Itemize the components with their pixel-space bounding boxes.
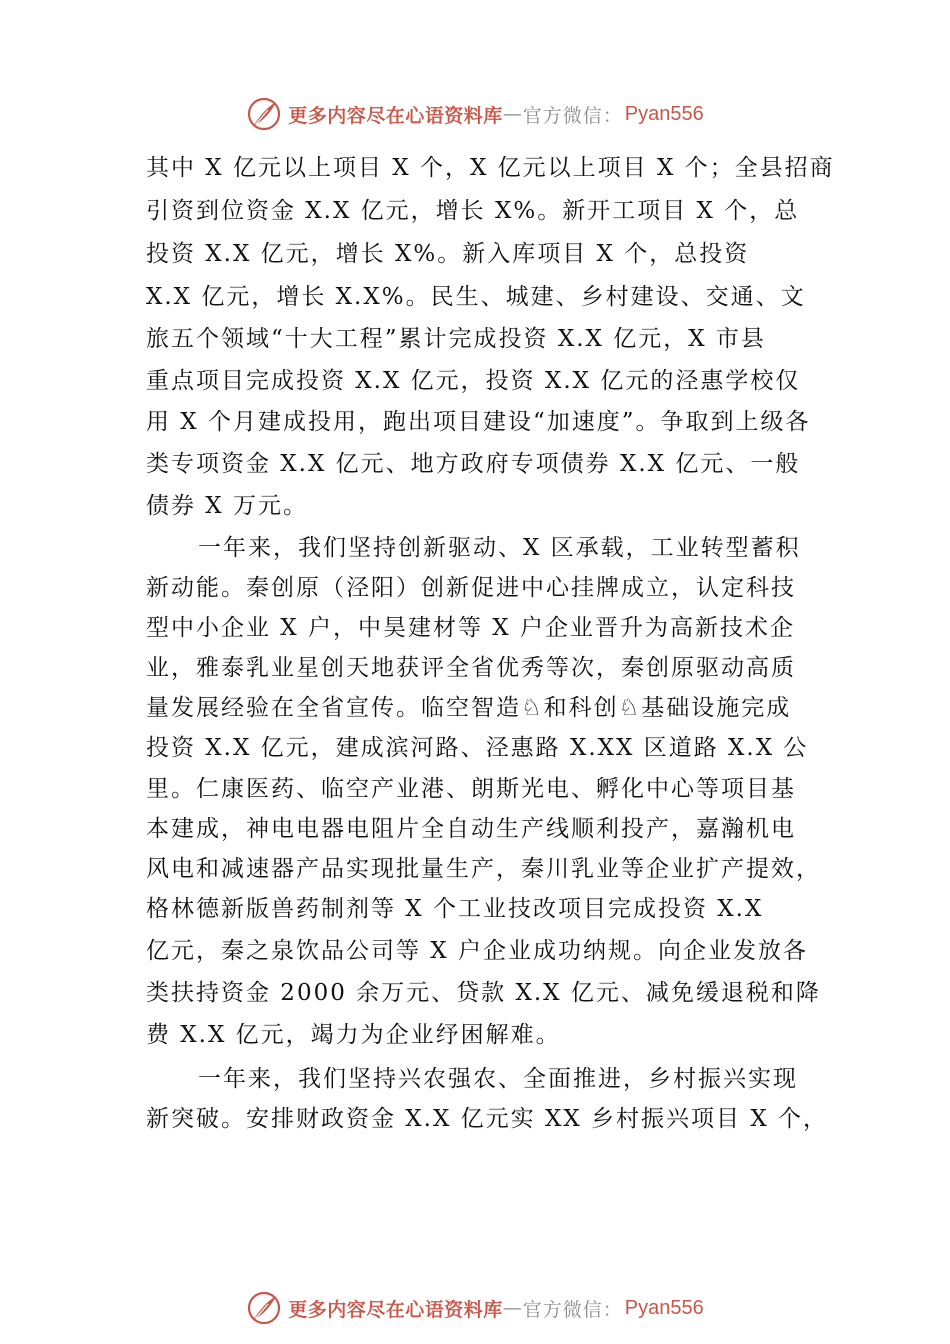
text-line: 引资到位资金 X.X 亿元，增长 X%。新开工项目 X 个，总 [146, 198, 800, 224]
text-line: 费 X.X 亿元，竭力为企业纾困解难。 [146, 1022, 561, 1048]
text-line: 本建成，神电电器电阻片全自动生产线顺利投产，嘉瀚机电 [146, 816, 796, 842]
text-line: 投资 X.X 亿元，增长 X%。新入库项目 X 个，总投资 [146, 241, 750, 267]
text-line: 新突破。安排财政资金 X.X 亿元实 XX 乡村振兴项目 X 个， [146, 1106, 829, 1132]
text-line: 投资 X.X 亿元，建成滨河路、泾惠路 X.XX 区道路 X.X 公 [146, 735, 809, 761]
promo-dash: — [502, 1297, 523, 1319]
paragraph-start-line: 一年来，我们坚持兴农强农、全面推进，乡村振兴实现 [198, 1066, 798, 1092]
wechat-id: Pyan556 [624, 102, 704, 125]
promo-dash: — [502, 103, 523, 125]
text-line: 类扶持资金 2000 余万元、贷款 X.X 亿元、减免缓退税和降 [146, 980, 821, 1006]
text-line: 类专项资金 X.X 亿元、地方政府专项债券 X.X 亿元、一般 [146, 451, 801, 477]
text-line: 旅五个领域“十大工程”累计完成投资 X.X 亿元，X 市县 [146, 326, 766, 352]
text-line: 其中 X 亿元以上项目 X 个，X 亿元以上项目 X 个；全县招商 [146, 155, 835, 181]
text-line: 新动能。秦创原（泾阳）创新促进中心挂牌成立，认定科技 [146, 575, 796, 601]
text-line: 债券 X 万元。 [146, 493, 308, 519]
text-line: 风电和减速器产品实现批量生产，秦川乳业等企业扩产提效， [146, 856, 821, 882]
text-line: 量发展经验在全省宣传。临空智造♘和科创♘基础设施完成 [146, 695, 792, 721]
wechat-label: 官方微信： [522, 1298, 623, 1321]
text-line: 亿元，秦之泉饮品公司等 X 户企业成功纳规。向企业发放各 [146, 938, 808, 964]
text-line: 型中小企业 X 户，中昊建材等 X 户企业晋升为高新技术企 [146, 615, 795, 641]
text-line: 业，雅泰乳业星创天地获评全省优秀等次，秦创原驱动高质 [146, 655, 796, 681]
promo-text: 更多内容尽在心语资料库 [288, 104, 503, 127]
quill-pen-logo-icon [246, 96, 282, 132]
footer-watermark [0, 1286, 950, 1330]
quill-pen-logo-icon [246, 1290, 282, 1326]
header-watermark [0, 92, 950, 136]
text-line: 重点项目完成投资 X.X 亿元，投资 X.X 亿元的泾惠学校仅 [146, 368, 801, 394]
text-line: 格林德新版兽药制剂等 X 个工业技改项目完成投资 X.X [146, 896, 764, 922]
text-line: 里。仁康医药、临空产业港、朗斯光电、孵化中心等项目基 [146, 776, 796, 802]
wechat-id: Pyan556 [624, 1296, 704, 1319]
paragraph-start-line: 一年来，我们坚持创新驱动、X 区承载，工业转型蓄积 [198, 535, 801, 561]
text-line: 用 X 个月建成投用，跑出项目建设“加速度”。争取到上级各 [146, 409, 811, 435]
wechat-label: 官方微信： [522, 104, 623, 127]
text-line: X.X 亿元，增长 X.X%。民生、城建、乡村建设、交通、文 [146, 284, 806, 310]
promo-text: 更多内容尽在心语资料库 [288, 1298, 503, 1321]
